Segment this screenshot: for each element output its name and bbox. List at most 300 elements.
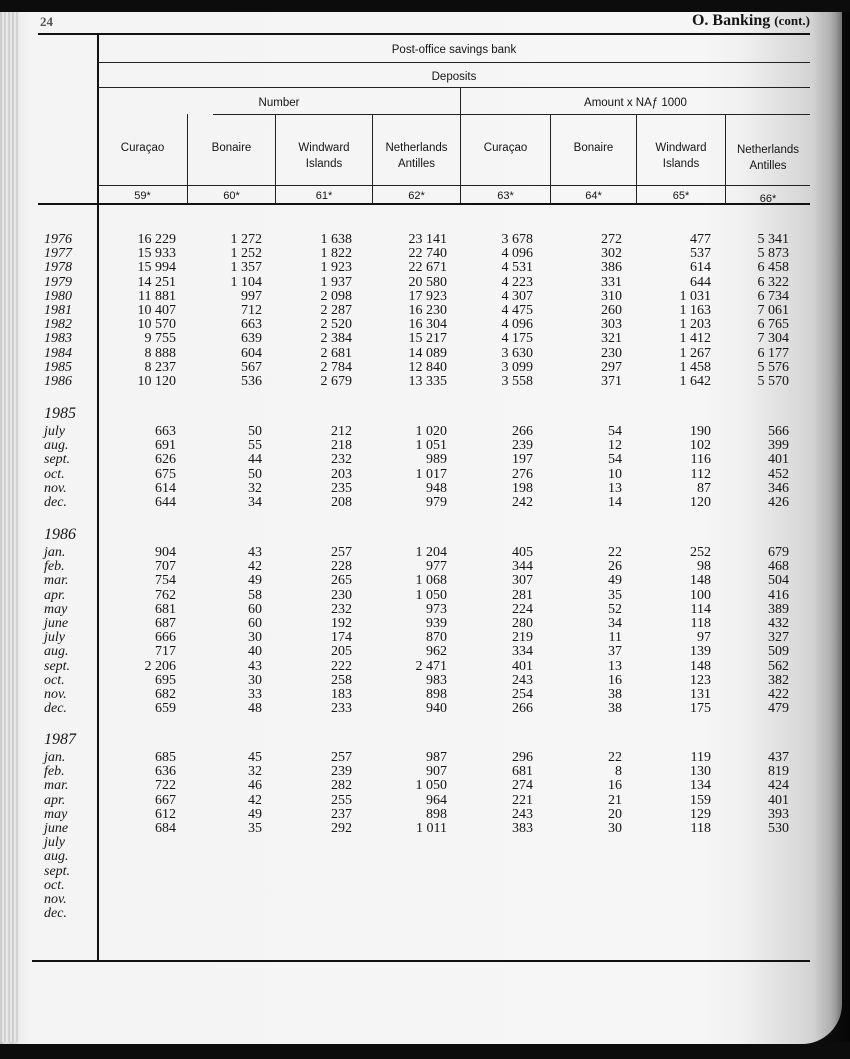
table-cell: 386: [601, 260, 622, 276]
table-cell: 717: [155, 644, 176, 660]
table-cell: 257: [331, 545, 352, 560]
table-cell: 1 822: [320, 246, 352, 262]
table-cell: 233: [331, 701, 352, 717]
column-code: 62*: [408, 190, 425, 202]
table-cell: 20 580: [408, 274, 447, 290]
table-cell: 16 229: [137, 232, 176, 247]
table-cell: 242: [512, 495, 533, 510]
table-cell: 310: [601, 288, 622, 304]
table-cell: 190: [690, 424, 711, 439]
table-cell: 45: [248, 750, 262, 765]
table-cell: 1 638: [320, 232, 352, 247]
table-cell: 118: [690, 616, 711, 631]
table-cell: 1 031: [679, 288, 711, 304]
table-cell: 331: [601, 274, 622, 290]
table-cell: 30: [248, 672, 262, 688]
column-header-curacao-number: Curaçao: [120, 142, 165, 154]
table-cell: 383: [512, 821, 533, 836]
table-cell: 230: [331, 587, 352, 603]
book-spine-edge: [0, 12, 18, 1042]
table-cell: 389: [768, 601, 789, 617]
table-cell: 32: [248, 764, 262, 780]
stub-divider-line: [97, 33, 99, 961]
table-cell: 232: [331, 452, 352, 468]
table-cell: 722: [155, 778, 176, 794]
row-period-label: mar.: [44, 573, 69, 589]
row-period-label: 1981: [44, 303, 72, 318]
table-cell: 9 755: [144, 331, 176, 347]
table-cell: 707: [155, 559, 176, 575]
table-cell: 537: [690, 246, 711, 262]
table-cell: 687: [155, 616, 176, 631]
table-cell: 243: [512, 672, 533, 688]
table-cell: 276: [512, 466, 533, 482]
table-cell: 940: [426, 701, 447, 717]
row-period-label: 1978: [44, 260, 72, 276]
table-cell: 1 642: [679, 374, 711, 389]
deposits-rule: [98, 87, 810, 88]
table-cell: 54: [608, 424, 622, 439]
table-cell: 4 175: [501, 331, 533, 347]
number-subheader: Number: [258, 97, 300, 109]
row-period-label: nov.: [44, 687, 67, 702]
table-cell: 16 230: [408, 303, 447, 318]
row-period-label: sept.: [44, 658, 71, 674]
column-code: 63*: [497, 190, 514, 202]
table-cell: 636: [155, 764, 176, 780]
table-cell: 280: [512, 616, 533, 631]
table-top-rule: [38, 33, 810, 35]
table-cell: 399: [768, 438, 789, 454]
table-cell: 282: [331, 778, 352, 794]
table-cell: 468: [768, 559, 789, 575]
table-cell: 35: [608, 587, 622, 603]
column-code: 60*: [223, 190, 240, 202]
table-cell: 14: [608, 495, 622, 510]
row-period-label: apr.: [44, 792, 66, 808]
table-cell: 3 099: [501, 359, 533, 375]
table-cell: 235: [331, 480, 352, 496]
table-cell: 37: [608, 644, 622, 660]
table-cell: 416: [768, 587, 789, 603]
table-cell: 46: [248, 778, 262, 794]
row-period-label: july: [44, 424, 65, 439]
row-period-label: dec.: [44, 495, 67, 510]
table-cell: 504: [768, 573, 789, 589]
table-cell: 667: [155, 792, 176, 808]
row-period-label: sept.: [44, 863, 71, 879]
table-cell: 139: [690, 644, 711, 660]
table-cell: 327: [768, 630, 789, 646]
table-cell: 452: [768, 466, 789, 482]
row-period-label: aug.: [44, 438, 69, 454]
table-cell: 12 840: [408, 359, 447, 375]
column-header-windward-number: Windward Islands: [298, 142, 350, 170]
table-cell: 614: [690, 260, 711, 276]
table-cell: 26: [608, 559, 622, 575]
row-period-label: june: [44, 616, 69, 631]
table-cell: 479: [768, 701, 789, 717]
table-cell: 54: [608, 452, 622, 468]
table-cell: 1 203: [679, 317, 711, 333]
table-cell: 1 937: [320, 274, 352, 290]
table-cell: 148: [690, 573, 711, 589]
table-cell: 100: [690, 587, 711, 603]
table-cell: 405: [512, 545, 533, 560]
table-cell: 266: [512, 424, 533, 439]
table-cell: 401: [768, 452, 789, 468]
table-cell: 198: [512, 480, 533, 496]
row-period-label: june: [44, 821, 69, 836]
table-cell: 87: [697, 480, 711, 496]
table-cell: 49: [608, 573, 622, 589]
table-cell: 15 994: [137, 260, 176, 276]
table-cell: 422: [768, 687, 789, 702]
table-cell: 224: [512, 601, 533, 617]
table-cell: 432: [768, 616, 789, 631]
table-cell: 977: [426, 559, 447, 575]
row-period-label: dec.: [44, 701, 67, 717]
table-cell: 22: [608, 750, 622, 765]
row-period-label: july: [44, 630, 65, 646]
table-cell: 120: [690, 495, 711, 510]
table-cell: 272: [601, 232, 622, 247]
table-cell: 6 765: [757, 317, 789, 333]
row-period-label: oct.: [44, 466, 65, 482]
table-cell: 5 873: [757, 246, 789, 262]
table-cell: 243: [512, 806, 533, 822]
section-year-label: 1985: [44, 405, 76, 422]
table-cell: 35: [248, 821, 262, 836]
table-cell: 237: [331, 806, 352, 822]
table-cell: 979: [426, 495, 447, 510]
table-cell: 232: [331, 601, 352, 617]
column-header-antilles-amount: Netherlands Antilles: [736, 144, 799, 172]
table-cell: 1 272: [230, 232, 262, 247]
table-cell: 948: [426, 480, 447, 496]
table-cell: 22 740: [408, 246, 447, 262]
table-cell: 393: [768, 806, 789, 822]
table-cell: 123: [690, 672, 711, 688]
row-period-label: jan.: [44, 545, 66, 560]
table-cell: 614: [155, 480, 176, 496]
table-cell: 4 223: [501, 274, 533, 290]
title-rule: [98, 62, 810, 63]
column-header-windward-amount: Windward Islands: [655, 142, 707, 170]
table-cell: 15 933: [137, 246, 176, 262]
table-cell: 13: [608, 658, 622, 674]
row-period-label: 1983: [44, 331, 72, 347]
table-cell: 13 335: [408, 374, 447, 389]
row-period-label: 1986: [44, 374, 72, 389]
table-cell: 134: [690, 778, 711, 794]
table-cell: 129: [690, 806, 711, 822]
table-cell: 604: [241, 345, 262, 361]
table-cell: 2 206: [144, 658, 176, 674]
table-cell: 659: [155, 701, 176, 717]
table-cell: 303: [601, 317, 622, 333]
table-cell: 112: [690, 466, 711, 482]
row-period-label: aug.: [44, 849, 69, 865]
table-cell: 712: [241, 303, 262, 318]
table-cell: 987: [426, 750, 447, 765]
page-number: 24: [40, 14, 53, 29]
row-period-label: 1977: [44, 246, 72, 262]
column-code: 61*: [315, 190, 333, 202]
table-cell: 4 096: [501, 317, 533, 333]
table-cell: 870: [426, 630, 447, 646]
table-cell: 14 251: [137, 274, 176, 290]
table-cell: 2 471: [415, 658, 447, 674]
table-cell: 205: [331, 644, 352, 660]
section-year-label: 1986: [44, 526, 76, 543]
row-period-label: mar.: [44, 778, 69, 794]
table-cell: 23 141: [408, 232, 447, 247]
table-cell: 14 089: [408, 345, 447, 361]
table-cell: 58: [248, 587, 262, 603]
table-cell: 55: [248, 438, 262, 454]
table-cell: 38: [608, 701, 622, 717]
table-cell: 34: [608, 616, 622, 631]
table-cell: 612: [155, 806, 176, 822]
table-cell: 536: [241, 374, 262, 389]
table-cell: 321: [601, 331, 622, 347]
table-cell: 131: [690, 687, 711, 702]
table-cell: 4 531: [501, 260, 533, 276]
table-cell: 44: [248, 452, 262, 468]
section-title-main: O. Banking: [691, 12, 771, 29]
table-cell: 16: [608, 778, 622, 794]
table-cell: 898: [426, 687, 447, 702]
table-cell: 21: [608, 792, 622, 808]
table-cell: 50: [248, 466, 262, 482]
table-cell: 5 570: [757, 374, 789, 389]
table-cell: 239: [512, 438, 533, 454]
table-cell: 175: [690, 701, 711, 717]
table-cell: 2 520: [320, 317, 352, 333]
table-cell: 1 020: [415, 424, 447, 439]
table-cell: 344: [512, 559, 533, 575]
table-cell: 762: [155, 587, 176, 603]
table-cell: 114: [690, 601, 711, 617]
deposits-header: Deposits: [431, 71, 477, 83]
table-cell: 8 237: [144, 359, 176, 375]
table-cell: 48: [248, 701, 262, 717]
row-period-label: jan.: [44, 750, 66, 765]
table-cell: 644: [155, 495, 176, 510]
table-cell: 644: [690, 274, 711, 290]
row-period-label: oct.: [44, 672, 65, 688]
table-cell: 666: [155, 630, 176, 646]
table-cell: 183: [331, 687, 352, 702]
row-period-label: may: [44, 601, 68, 617]
amount-subheader: Amount x NAƒ 1000: [584, 97, 687, 109]
table-cell: 30: [248, 630, 262, 646]
table-cell: 1 412: [679, 331, 711, 347]
table-cell: 221: [512, 792, 533, 808]
table-cell: 296: [512, 750, 533, 765]
table-cell: 1 051: [415, 438, 447, 454]
table-cell: 401: [512, 658, 533, 674]
table-cell: 12: [608, 438, 622, 454]
table-cell: 997: [241, 288, 262, 304]
table-cell: 148: [690, 658, 711, 674]
row-period-label: apr.: [44, 587, 66, 603]
column-header-bonaire-amount: Bonaire: [573, 142, 614, 154]
table-cell: 691: [155, 438, 176, 454]
table-cell: 159: [690, 792, 711, 808]
table-cell: 52: [608, 601, 622, 617]
table-cell: 2 681: [320, 345, 352, 361]
table-cell: 118: [690, 821, 711, 836]
table-cell: 34: [248, 495, 262, 510]
table-cell: 530: [768, 821, 789, 836]
table-cell: 695: [155, 672, 176, 688]
row-period-label: nov.: [44, 892, 67, 907]
table-cell: 43: [248, 545, 262, 560]
table-cell: 219: [512, 630, 533, 646]
table-cell: 13: [608, 480, 622, 496]
table-cell: 222: [331, 658, 352, 674]
table-cell: 1 050: [415, 778, 447, 794]
table-cell: 203: [331, 466, 352, 482]
table-cell: 292: [331, 821, 352, 836]
table-cell: 2 384: [320, 331, 352, 347]
table-cell: 297: [601, 359, 622, 375]
row-period-label: aug.: [44, 644, 69, 660]
table-cell: 228: [331, 559, 352, 575]
table-cell: 4 475: [501, 303, 533, 318]
table-cell: 260: [601, 303, 622, 318]
row-period-label: feb.: [44, 559, 65, 575]
row-period-label: dec.: [44, 906, 67, 922]
table-cell: 371: [601, 374, 622, 389]
table-cell: 30: [608, 821, 622, 836]
table-cell: 10 570: [137, 317, 176, 333]
table-cell: 939: [426, 616, 447, 631]
table-cell: 562: [768, 658, 789, 674]
table-cell: 8 888: [144, 345, 176, 361]
column-header-curacao-amount: Curaçao: [483, 142, 528, 154]
table-cell: 4 096: [501, 246, 533, 262]
table-cell: 7 304: [757, 331, 789, 347]
table-cell: 97: [697, 630, 711, 646]
table-cell: 22: [608, 545, 622, 560]
table-cell: 626: [155, 452, 176, 468]
table-cell: 681: [155, 601, 176, 617]
table-cell: 685: [155, 750, 176, 765]
table-cell: 3 678: [501, 232, 533, 247]
table-cell: 307: [512, 573, 533, 589]
table-cell: 989: [426, 452, 447, 468]
row-period-label: 1984: [44, 345, 72, 361]
table-cell: 230: [601, 345, 622, 361]
table-cell: 426: [768, 495, 789, 510]
table-cell: 509: [768, 644, 789, 660]
table-cell: 258: [331, 672, 352, 688]
subgroup-rule: [213, 114, 810, 115]
table-cell: 4 307: [501, 288, 533, 304]
table-cell: 218: [331, 438, 352, 454]
row-period-label: oct.: [44, 877, 65, 893]
table-cell: 1 017: [415, 466, 447, 482]
table-cell: 15 217: [408, 331, 447, 347]
table-cell: 255: [331, 792, 352, 808]
table-cell: 38: [608, 687, 622, 702]
table-cell: 1 104: [230, 274, 262, 290]
table-cell: 266: [512, 701, 533, 717]
row-period-label: sept.: [44, 452, 71, 468]
table-cell: 42: [248, 792, 262, 808]
table-cell: 1 068: [415, 573, 447, 589]
table-cell: 16 304: [408, 317, 447, 333]
table-cell: 3 558: [501, 374, 533, 389]
table-cell: 197: [512, 452, 533, 468]
table-cell: 2 287: [320, 303, 352, 318]
table-cell: 119: [690, 750, 711, 765]
column-code: 66*: [759, 193, 777, 205]
row-period-label: july: [44, 835, 65, 851]
table-cell: 174: [331, 630, 352, 646]
row-period-label: nov.: [44, 480, 67, 496]
table-cell: 42: [248, 559, 262, 575]
row-period-label: may: [44, 806, 68, 822]
table-cell: 212: [331, 424, 352, 439]
table-cell: 3 630: [501, 345, 533, 361]
table-cell: 6 177: [757, 345, 789, 361]
table-cell: 22 671: [408, 260, 447, 276]
table-cell: 116: [690, 452, 711, 468]
table-cell: 663: [155, 424, 176, 439]
table-cell: 567: [241, 359, 262, 375]
table-cell: 274: [512, 778, 533, 794]
row-period-label: feb.: [44, 764, 65, 780]
column-code: 59*: [134, 190, 151, 202]
codes-rule: [98, 185, 810, 186]
table-cell: 254: [512, 687, 533, 702]
table-cell: 1 204: [415, 545, 447, 560]
table-cell: 49: [248, 573, 262, 589]
table-cell: 1 163: [679, 303, 711, 318]
table-cell: 424: [768, 778, 789, 794]
column-code: 64*: [585, 190, 602, 202]
table-cell: 334: [512, 644, 533, 660]
table-cell: 33: [248, 687, 262, 702]
table-cell: 437: [768, 750, 789, 765]
table-cell: 257: [331, 750, 352, 765]
table-cell: 7 061: [757, 303, 789, 318]
table-cell: 5 576: [757, 359, 789, 375]
table-cell: 10: [608, 466, 622, 482]
table-cell: 684: [155, 821, 176, 836]
column-header-antilles-number: Netherlands Antilles: [385, 142, 448, 170]
table-cell: 1 011: [416, 821, 447, 836]
table-cell: 1 267: [679, 345, 711, 361]
table-cell: 962: [426, 644, 447, 660]
table-cell: 973: [426, 601, 447, 617]
table-cell: 477: [690, 232, 711, 247]
section-year-label: 1987: [44, 731, 76, 748]
table-cell: 50: [248, 424, 262, 439]
table-cell: 32: [248, 480, 262, 496]
table-cell: 281: [512, 587, 533, 603]
row-period-label: 1985: [44, 359, 72, 375]
table-cell: 208: [331, 495, 352, 510]
table-cell: 2 098: [320, 288, 352, 304]
header-bottom-rule: [38, 203, 810, 205]
table-cell: 1 923: [320, 260, 352, 276]
table-cell: 401: [768, 792, 789, 808]
